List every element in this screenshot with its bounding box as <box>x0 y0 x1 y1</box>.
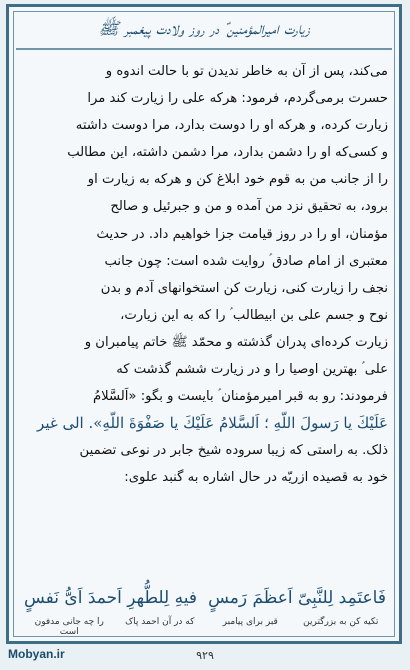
text-line: فرمودند: رو به قبر امیرمؤمنان ؑ بایست و بگو: «اَلسَّلامُ <box>92 389 388 405</box>
text-line: برود، به تحقیق نزد من آمده و من و جبرئیل و صالح <box>110 199 388 215</box>
header-title: زیارت امیرالمؤمنین ؑ در روز ولادت پیغمبر ﷺ <box>98 19 310 39</box>
poem-translation <box>24 617 386 637</box>
text-line: علی ؑ بهترین اوصیا را و در زیارت ششم گذشت که <box>116 362 388 378</box>
running-header <box>16 12 392 46</box>
text-line: نجف را زیارت کنی، زیارت کن استخوانهای آدم و بدن <box>100 280 388 296</box>
translation-fragment: تکیه کن به بزرگترین <box>303 617 379 627</box>
text-line: نوح و جسم علی بن ابیطالب ؑ را که به این زیارت، <box>120 307 388 323</box>
text-line: زیارت کرده، و هرکه او را دوست بدارد، مرا دوست داشته <box>75 118 388 134</box>
site-watermark: Mobyan.ir <box>8 647 65 661</box>
text-line: را از جانب من به قوم خود ابلاغ کن و هرکه به زیارت او <box>87 172 388 188</box>
text-line: مؤمنان، او را در روز قیامت جزا خواهیم داد. در حدیث <box>96 226 388 242</box>
poem-hemistich-left: فیهِ لِلطُّهرِ اَحمدَ اَیُّ نَفسٍ <box>24 588 197 608</box>
text-line: خود به قصیده ازریّه در حال اشاره به گنبد علوی: <box>124 470 388 486</box>
poem-verse <box>24 588 386 616</box>
text-line: زیارت کرده‌ای پدران گذشته و محمّد ﷺ خاتم پیامبران و <box>84 334 388 350</box>
text-line: معتبری از امام صادق ؑ روایت شده است: چون جانب <box>104 253 388 269</box>
text-line: ذلک. به راستی که زیبا سروده شیخ جابر در نوعی تضمین <box>79 443 388 459</box>
page-number: ۹۲۹ <box>196 649 214 662</box>
text-line: می‌کند، پس از آن به خاطر ندیدن تو با حالت اندوه و <box>105 64 388 79</box>
header-divider <box>16 48 392 50</box>
main-text <box>20 58 388 492</box>
text-line: حسرت برمی‌گردم، فرمود: هرکه علی را زیارت کند مرا <box>87 91 388 107</box>
arabic-salutation-line: عَلَيْكَ يا رَسولَ اللّهِ ؛ اَلسَّلامُ عَلَيْكَ يا صَفْوَةَ اللّهِ». الی غیر <box>37 414 388 433</box>
translation-fragment: که در آن احمد پاک <box>125 617 195 627</box>
poem-hemistich-right: فَاعتَمِد لِلنَّبِیّ اَعظَمَ رَمسٍ <box>208 588 386 608</box>
translation-fragment: را چه جانی مدفون است <box>34 617 104 637</box>
translation-fragment: قبر برای پیامبر <box>222 617 278 627</box>
text-line: و کسی‌که او را دشمن بدارد، مرا دشمن داشته، این مطالب <box>67 145 388 161</box>
